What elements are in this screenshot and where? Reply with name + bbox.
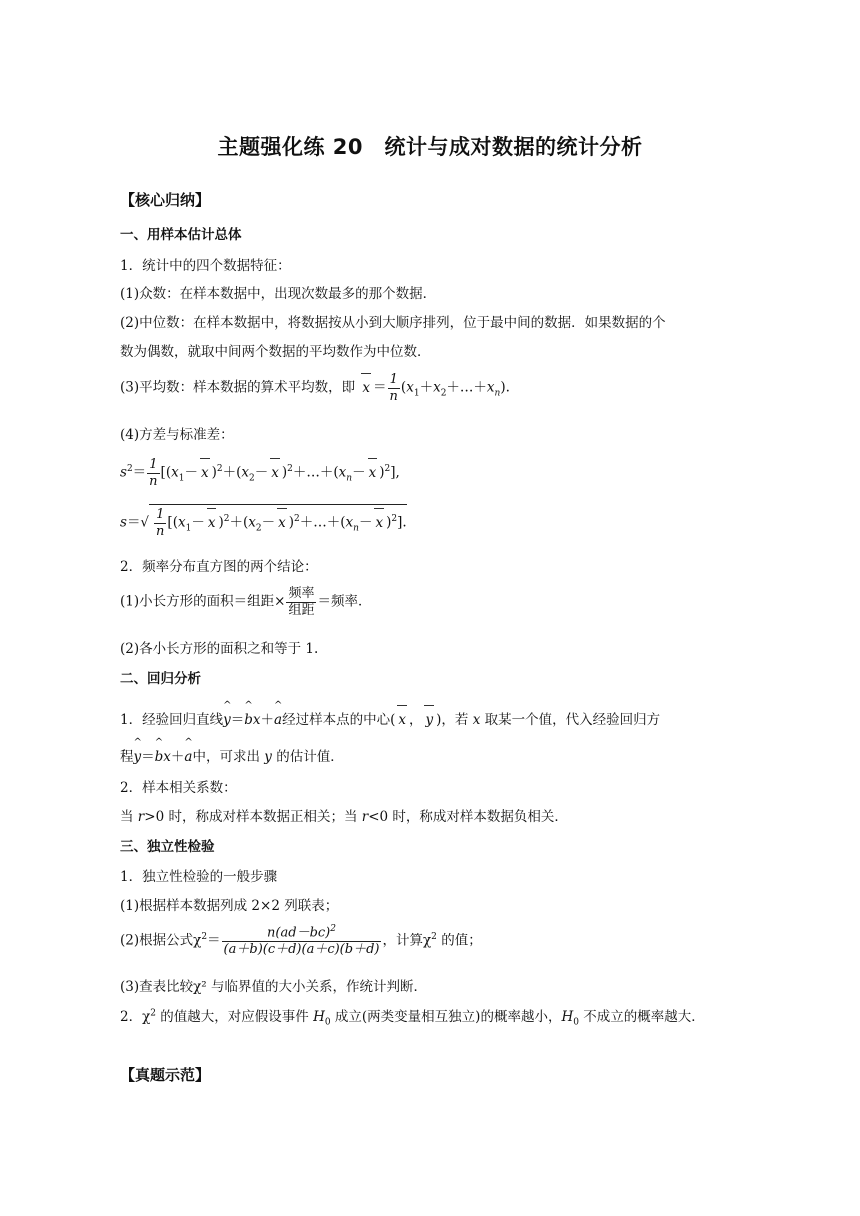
- chi-square-conclusion: 2．$\chi^2$ 的值越大，对应假设事件 $H_0$ 成立(两类变量相互独立)的概率越小，$H_0$ 不成立的概率越大．: [120, 1008, 705, 1028]
- histogram-heading: 2．频率分布直方图的两个结论：: [120, 559, 318, 575]
- correlation-text: 当 r>0 时，称成对样本数据正相关；当 r<0 时，称成对样本数据负相关．: [120, 809, 568, 825]
- variance-heading: (4)方差与标准差：: [120, 427, 234, 443]
- median-definition-b: 数为偶数，就取中间两个数据的平均数作为中位数．: [120, 344, 431, 360]
- regression-line-1: 1．经验回归直线^ y＝^ bx＋^ a经过样本点的中心( x ， y )，若 x 取某一个值，代入经验回归方: [120, 708, 660, 728]
- median-definition-a: (2)中位数：在样本数据中，将数据按从小到大顺序排列，位于最中间的数据．如果数据的个: [120, 315, 666, 331]
- page-title: 主题强化练 20 统计与成对数据的统计分析: [217, 135, 643, 159]
- variance-formula: $s^2=$ $\frac{1}{n}$ [($x_1- x$ )$^2+(x_2- x$ )$^2+\dots+(x_n- x$ )$^2$],: [120, 457, 400, 489]
- independence-step-1: (1)根据样本数据列成 2×2 列联表；: [120, 898, 339, 914]
- mode-definition: (1)众数：在样本数据中，出现次数最多的那个数据．: [120, 286, 437, 302]
- independence-step-3: (3)查表比较χ² 与临界值的大小关系，作统计判断．: [120, 979, 428, 995]
- x-bar: x: [359, 380, 373, 396]
- section1-heading: 一、用样本估计总体: [120, 227, 242, 243]
- std-formula: s＝√ $\frac{1}{n}$ [($x_1- x$ )$^2+(x_2- x$ )$^2+\dots+(x_n- x$ )$^2$].: [120, 504, 407, 539]
- section3-heading: 三、独立性检验: [120, 839, 215, 855]
- histogram-conclusion-1: (1)小长方形的面积＝组距× $\frac{\text{频率}}{\text{组距}}$ ＝频率．: [120, 586, 372, 618]
- core-summary-heading: 【核心归纳】: [120, 191, 211, 209]
- regression-line-2: 程^ y＝^ bx＋^ a中，可求出 y 的估计值．: [120, 745, 344, 765]
- section2-heading: 二、回归分析: [120, 671, 201, 687]
- independence-step-2: (2)根据公式$\chi^2=$ $\frac{n(ad-bc)^2}{(a+b)(c+d)(a+c)(b+d)}$ ，计算$\chi^2$ 的值；: [120, 924, 482, 957]
- mean-text: (3)平均数：样本数据的算术平均数，即: [120, 379, 356, 396]
- independence-steps-heading: 1．独立性检验的一般步骤: [120, 869, 278, 885]
- true-example-heading: 【真题示范】: [120, 1066, 211, 1084]
- mean-definition: (3)平均数：样本数据的算术平均数，即 x ＝ $\frac{1}{n}$ $(x_1+x_2+\dots+x_n)$.: [120, 372, 510, 404]
- correlation-heading: 2．样本相关系数：: [120, 780, 237, 796]
- histogram-conclusion-2: (2)各小长方形的面积之和等于 1.: [120, 641, 319, 657]
- section1-item1: 1．统计中的四个数据特征：: [120, 258, 291, 274]
